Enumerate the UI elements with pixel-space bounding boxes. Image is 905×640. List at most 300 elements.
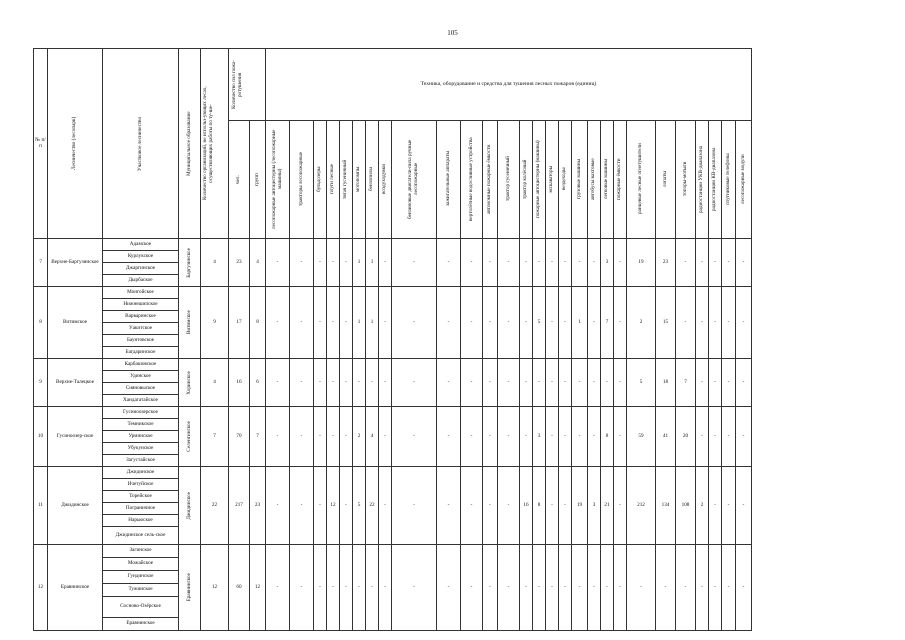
equipment-value: - (392, 287, 437, 359)
row-number: 7 (34, 239, 48, 287)
equipment-value: - (709, 359, 722, 407)
equipment-value: - (483, 467, 498, 545)
equipment-value: - (722, 359, 736, 407)
orgs-count: 9 (201, 287, 229, 359)
equipment-col-header-text: бульдозеры (316, 166, 323, 192)
equipment-value: - (520, 359, 533, 407)
row-number: 11 (34, 467, 48, 545)
equipment-value: - (559, 359, 572, 407)
equipment-col-header-text: радиостанции УКВ-диапазона (698, 145, 705, 213)
equipment-value: - (601, 545, 614, 631)
equipment-value: - (498, 467, 520, 545)
orgs-count: 12 (201, 545, 229, 631)
municipal-name (179, 359, 201, 407)
equipment-value: - (588, 407, 601, 467)
equipment-col-header-text: радиостанции КВ-диапазона (711, 147, 718, 211)
district-name: Темникское (103, 419, 179, 431)
equipment-value: - (437, 467, 461, 545)
equipment-value: - (696, 287, 709, 359)
col-municipal-header-text: Муниципальное образование (185, 111, 192, 176)
equipment-value: - (266, 545, 290, 631)
equipment-col-header (483, 121, 498, 239)
district-name: Курлукское (103, 251, 179, 263)
equipment-value: - (392, 467, 437, 545)
equipment-value: 7 (601, 287, 614, 359)
equipment-value: 4 (366, 407, 379, 467)
equipment-col-header (696, 121, 709, 239)
equipment-value: - (498, 287, 520, 359)
district-name: Сияновыское (103, 383, 179, 395)
equipment-value: 3 (601, 239, 614, 287)
forestry-name: Верхне-Талецкое (48, 359, 103, 407)
equipment-col-header-text: трактор колёсный (522, 159, 529, 199)
district-name: Монгойское (103, 287, 179, 299)
equipment-value: 3 (533, 407, 546, 467)
equipment-value: - (266, 407, 290, 467)
equipment-col-header-text: грузовые машины (575, 159, 582, 199)
equipment-col-header (314, 121, 327, 239)
col-groups-header-text: групп (253, 173, 260, 186)
equipment-value: - (483, 545, 498, 631)
equipment-col-header-text: бензиновые двигатели-пила ручные лесопожарные (407, 139, 419, 219)
equipment-value: - (709, 467, 722, 545)
equipment-value: - (614, 545, 627, 631)
district-name: Баунтовское (103, 335, 179, 347)
equipment-value: - (290, 407, 314, 467)
equipment-value: - (379, 239, 392, 287)
equipment-value: - (266, 287, 290, 359)
equipment-value: 15 (656, 287, 676, 359)
equipment-value: - (366, 545, 379, 631)
equipment-value: - (340, 287, 353, 359)
equipment-value: 8 (601, 407, 614, 467)
equipment-value: - (340, 407, 353, 467)
equipment-value: - (314, 407, 327, 467)
table-row (34, 287, 752, 299)
equipment-value: - (627, 545, 656, 631)
equipment-value: - (266, 359, 290, 407)
equipment-col-header (709, 121, 722, 239)
district-name: Тужинское (103, 584, 179, 597)
equipment-col-header-text: зажигательные аппараты (444, 151, 451, 207)
equipment-col-header-text: вездеходы (561, 167, 568, 191)
equipment-value: - (461, 359, 483, 407)
people-count: 17 (229, 287, 250, 359)
district-name: Карбашовское (103, 359, 179, 371)
equipment-value: 212 (627, 467, 656, 545)
municipal-name-text: Селенгинское (185, 421, 192, 452)
col-forestry-header (48, 49, 103, 239)
equipment-col-header (392, 121, 437, 239)
municipal-name-text: Витимское (185, 310, 192, 335)
equipment-value: - (736, 359, 752, 407)
row-number: 10 (34, 407, 48, 467)
equipment-value: - (588, 545, 601, 631)
equipment-value: - (327, 359, 340, 407)
equipment-value: - (392, 239, 437, 287)
equipment-value: - (314, 287, 327, 359)
equipment-value: - (314, 467, 327, 545)
equipment-col-header (327, 121, 340, 239)
equipment-value: - (392, 407, 437, 467)
equipment-value: 18 (656, 359, 676, 407)
equipment-value: 1 (353, 239, 366, 287)
equipment-value: - (559, 239, 572, 287)
equipment-value: - (709, 239, 722, 287)
equipment-value: - (614, 287, 627, 359)
equipment-value: - (379, 287, 392, 359)
equipment-value: - (736, 467, 752, 545)
district-name: Варваринское (103, 311, 179, 323)
equipment-value: - (498, 407, 520, 467)
col-district-header-text: Участковое лесничество (136, 116, 143, 171)
equipment-value: 2 (353, 407, 366, 467)
equipment-value: - (461, 545, 483, 631)
col-municipal-header (179, 49, 201, 239)
equipment-value: - (340, 239, 353, 287)
equipment-value: - (736, 407, 752, 467)
equipment-value: - (266, 239, 290, 287)
district-name: Гусиноозерское (103, 407, 179, 419)
people-count: 60 (229, 545, 250, 631)
equipment-value: - (461, 467, 483, 545)
equipment-value: - (327, 287, 340, 359)
equipment-value: - (559, 545, 572, 631)
table-row (34, 239, 752, 251)
equipment-col-header (340, 121, 353, 239)
equipment-value: 134 (656, 467, 676, 545)
district-name: Уакитское (103, 323, 179, 335)
equipment-value: - (614, 467, 627, 545)
district-name: Гундинское (103, 571, 179, 584)
equipment-col-header-text: бензопилы (368, 167, 375, 191)
equipment-col-header-text: мотопомпы (355, 166, 362, 192)
municipal-name-text: Баргузинское (185, 247, 192, 278)
col-orgs-header (201, 49, 229, 239)
equipment-value: - (483, 239, 498, 287)
equipment-col-header (290, 121, 314, 239)
district-name: Джаргинское (103, 263, 179, 275)
equipment-value: 41 (656, 407, 676, 467)
equipment-value: - (379, 545, 392, 631)
equipment-value: - (546, 467, 559, 545)
district-name: Еравнинское (103, 618, 179, 631)
equipment-value: - (290, 239, 314, 287)
equipment-value: - (533, 545, 546, 631)
equipment-value: 1 (366, 239, 379, 287)
equipment-value: 1 (366, 287, 379, 359)
equipment-col-header-text: трактор гусеничный (504, 156, 511, 202)
people-count: 16 (229, 359, 250, 407)
municipal-name-text: Джидинское (185, 491, 192, 520)
equipment-value: - (533, 359, 546, 407)
municipal-name (179, 467, 201, 545)
equipment-value: - (392, 359, 437, 407)
equipment-value: - (546, 545, 559, 631)
equipment-value: - (290, 359, 314, 407)
people-count: 70 (229, 407, 250, 467)
equipment-value: - (656, 545, 676, 631)
equipment-col-header-text: ранцевые лесные огнетушители (637, 143, 644, 215)
equipment-value: - (572, 545, 588, 631)
equipment-value: - (736, 545, 752, 631)
municipal-name (179, 407, 201, 467)
district-name: Можайское (103, 558, 179, 571)
equipment-value: 5 (533, 287, 546, 359)
municipal-name-text: Еравнинское (185, 573, 192, 602)
municipal-name (179, 239, 201, 287)
equipment-value: - (709, 287, 722, 359)
equipment-value: - (340, 467, 353, 545)
equipment-value: - (696, 407, 709, 467)
equipment-value: - (614, 239, 627, 287)
equipment-value: - (614, 407, 627, 467)
equipment-value: - (437, 239, 461, 287)
people-count: 217 (229, 467, 250, 545)
forest-fire-resources-table (33, 48, 752, 631)
equipment-value: - (498, 545, 520, 631)
equipment-value: - (520, 239, 533, 287)
row-number: 12 (34, 545, 48, 631)
table-header (34, 49, 752, 239)
equipment-value: 108 (676, 467, 696, 545)
groups-count: 6 (250, 359, 266, 407)
equipment-col-header (379, 121, 392, 239)
orgs-count: 7 (201, 407, 229, 467)
equipment-value: - (366, 359, 379, 407)
district-name: Торейское (103, 491, 179, 503)
equipment-value: - (736, 287, 752, 359)
equipment-col-header (614, 121, 627, 239)
equipment-value: - (437, 407, 461, 467)
equipment-col-header (736, 121, 752, 239)
table-row (34, 545, 752, 558)
equipment-value: 2 (627, 287, 656, 359)
equipment-value: - (379, 467, 392, 545)
district-name: Сосново-Озёрское (103, 597, 179, 618)
equipment-value: - (696, 545, 709, 631)
equipment-value: - (327, 407, 340, 467)
equipment-value: - (546, 239, 559, 287)
district-name: Убукунское (103, 443, 179, 455)
equipment-value: - (722, 545, 736, 631)
equipment-value: 1 (572, 287, 588, 359)
district-name: Нарьюское (103, 515, 179, 527)
equipment-value: - (546, 287, 559, 359)
equipment-value: - (266, 467, 290, 545)
equipment-value: - (290, 545, 314, 631)
equipment-value: - (588, 239, 601, 287)
equipment-value: - (327, 239, 340, 287)
equipment-value: - (546, 359, 559, 407)
equipment-value: - (340, 545, 353, 631)
equipment-col-header (627, 121, 656, 239)
equipment-col-header (437, 121, 461, 239)
equipment-col-header (588, 121, 601, 239)
equipment-col-header (266, 121, 290, 239)
district-name: Нижнешипское (103, 299, 179, 311)
equipment-col-header (498, 121, 520, 239)
forestry-name: Гусиноозер-ское (48, 407, 103, 467)
equipment-col-header-text: воздуходувки (381, 164, 388, 195)
forestry-name: Верхне-Баргузинское (48, 239, 103, 287)
equipment-col-header-text: автономные пожарные ёмкости (486, 144, 493, 214)
equipment-value: - (588, 359, 601, 407)
equipment-value: - (483, 287, 498, 359)
people-count: 23 (229, 239, 250, 287)
col-people-header (229, 121, 250, 239)
district-name: Хандагатайское (103, 395, 179, 407)
groups-count: 4 (250, 239, 266, 287)
equipment-value: - (314, 239, 327, 287)
col-forces-header (229, 49, 266, 121)
col-district-header (103, 49, 179, 239)
equipment-col-header (546, 121, 559, 239)
groups-count: 7 (250, 407, 266, 467)
col-groups-header (250, 121, 266, 239)
equipment-value: - (722, 239, 736, 287)
equipment-value: 16 (520, 467, 533, 545)
equipment-value: - (572, 239, 588, 287)
equipment-value: 2 (696, 467, 709, 545)
equipment-value: 19 (572, 467, 588, 545)
equipment-value: 5 (627, 359, 656, 407)
groups-count: 12 (250, 545, 266, 631)
equipment-value: - (676, 239, 696, 287)
equipment-col-header (366, 121, 379, 239)
district-name: Багдаринское (103, 347, 179, 359)
equipment-value: - (722, 287, 736, 359)
equipment-value: - (498, 359, 520, 407)
equipment-col-header-text: лесопожарные автоцистерны (лесопожарные машины) (270, 129, 283, 229)
equipment-value: - (461, 407, 483, 467)
equipment-value: - (722, 407, 736, 467)
equipment-value: - (614, 359, 627, 407)
equipment-value: - (520, 287, 533, 359)
equipment-value: 12 (327, 467, 340, 545)
district-name: Ичетуйское (103, 479, 179, 491)
district-name: Урминское (103, 431, 179, 443)
equipment-value: - (461, 287, 483, 359)
equipment-value: - (559, 407, 572, 467)
equipment-col-header-text: легковые машины (603, 159, 610, 199)
equipment-value: 7 (676, 359, 696, 407)
equipment-value: - (437, 545, 461, 631)
equipment-value: - (437, 287, 461, 359)
equipment-value: 23 (656, 239, 676, 287)
equipment-col-header-text: пожарные ёмкости (616, 158, 623, 200)
orgs-count: 22 (201, 467, 229, 545)
equipment-col-header (520, 121, 533, 239)
equipment-value: - (709, 407, 722, 467)
equipment-col-header (601, 121, 614, 239)
equipment-col-header-text: тягач гусеничный (342, 159, 349, 199)
equipment-value: - (696, 359, 709, 407)
equipment-value: - (676, 545, 696, 631)
forestry-name: Джидинское (48, 467, 103, 545)
equipment-col-header-text: спутниковые телефоны (724, 153, 731, 205)
district-name: Загинское (103, 545, 179, 558)
row-number: 9 (34, 359, 48, 407)
equipment-col-header (656, 121, 676, 239)
equipment-col-header-text: экскаваторы (548, 165, 555, 193)
equipment-value: - (736, 239, 752, 287)
equipment-value: - (392, 545, 437, 631)
equipment-value: - (483, 359, 498, 407)
equipment-col-header (533, 121, 546, 239)
equipment-col-header (461, 121, 483, 239)
municipal-name-text: Хоринское (185, 370, 192, 395)
equipment-value: - (290, 467, 314, 545)
equipment-col-header-text: автобусы вахтовые (590, 158, 597, 200)
equipment-col-header (353, 121, 366, 239)
equipment-value: - (437, 359, 461, 407)
equipment-value: 22 (366, 467, 379, 545)
equipment-col-header-text: лесопожарные модули (739, 154, 746, 204)
equipment-value: 3 (588, 467, 601, 545)
equipment-col-header (722, 121, 736, 239)
equipment-value: - (461, 239, 483, 287)
equipment-col-header (676, 121, 696, 239)
municipal-name (179, 287, 201, 359)
district-name: Джидинское (103, 467, 179, 479)
row-number: 8 (34, 287, 48, 359)
equipment-value: - (588, 287, 601, 359)
equipment-value: - (572, 407, 588, 467)
equipment-col-header-text: лопаты (661, 171, 668, 187)
equipment-value: - (722, 467, 736, 545)
forestry-name: Еравнинское (48, 545, 103, 631)
col-forestry-header-text: Лесничество (лесопарк) (71, 116, 78, 171)
district-name: Удинское (103, 371, 179, 383)
equipment-value: - (572, 359, 588, 407)
groups-count: 8 (250, 287, 266, 359)
equipment-value: - (314, 545, 327, 631)
equipment-value: - (379, 359, 392, 407)
equipment-value: 8 (533, 467, 546, 545)
forestry-name: Витимское (48, 287, 103, 359)
table-body (34, 239, 752, 631)
col-orgs-header-text: Количество организаций, не использ-ующих лесах, осуществляющих работы по ту-ше- (201, 86, 214, 201)
equipment-value: 59 (627, 407, 656, 467)
equipment-value: - (498, 239, 520, 287)
equipment-value: 21 (601, 467, 614, 545)
equipment-col-header-text: топоры-мотыги (681, 161, 688, 197)
orgs-count: 4 (201, 239, 229, 287)
col-num-header: № п/п (34, 49, 48, 239)
equipment-value: 1 (353, 287, 366, 359)
equipment-value: - (379, 407, 392, 467)
forest-fire-resources-table-wrapper (33, 48, 752, 631)
table-row (34, 467, 752, 479)
equipment-value: 5 (353, 467, 366, 545)
equipment-value: - (601, 359, 614, 407)
equipment-col-header (559, 121, 572, 239)
equipment-value: - (340, 359, 353, 407)
equipment-value: - (314, 359, 327, 407)
table-row (34, 359, 752, 371)
table-row (34, 407, 752, 419)
equipment-value: - (533, 239, 546, 287)
equipment-value: - (520, 545, 533, 631)
equipment-col-header-text: пожарные автоцистерны (машины) (535, 140, 542, 218)
equipment-value: - (483, 407, 498, 467)
equipment-value: 19 (627, 239, 656, 287)
municipal-name (179, 545, 201, 631)
district-name: Джидинское сель-ское (103, 527, 179, 545)
district-name: Дырбаское (103, 275, 179, 287)
equipment-value: - (546, 407, 559, 467)
